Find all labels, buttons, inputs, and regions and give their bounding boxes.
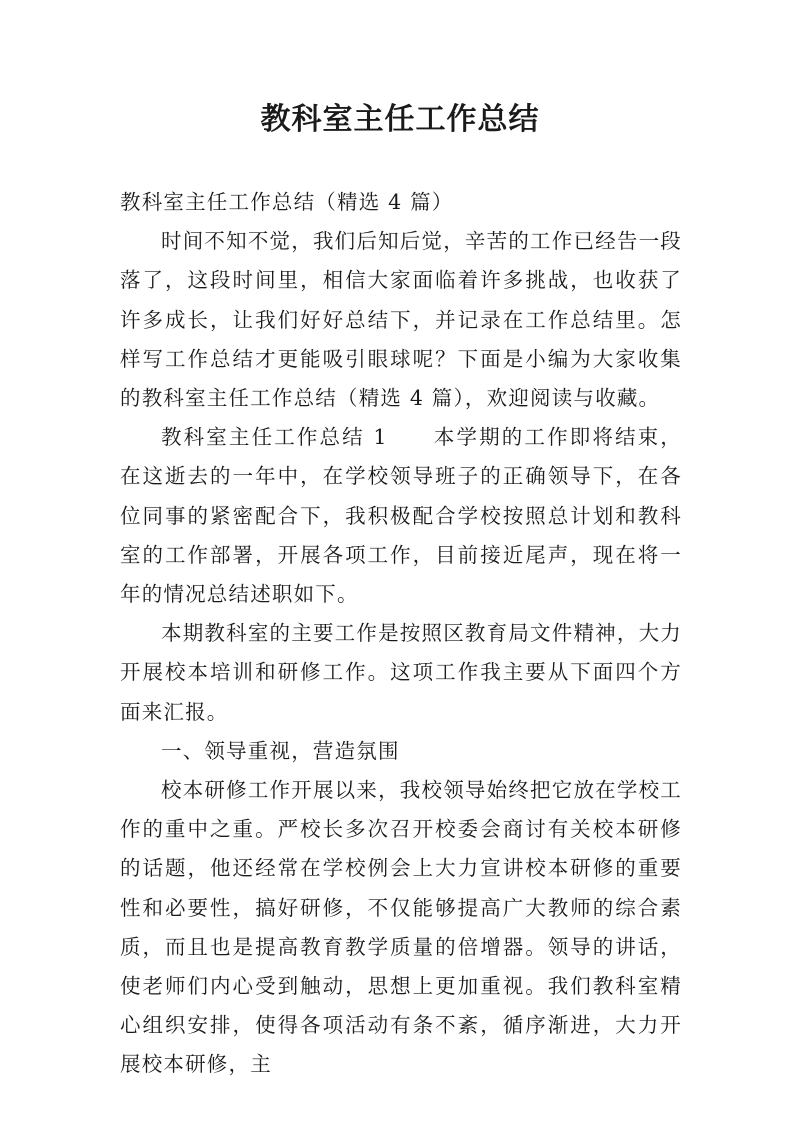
section-heading-leadership: 一、领导重视，营造氛围 <box>161 738 400 763</box>
document-body <box>120 183 682 1085</box>
main-work-paragraph: 本期教科室的主要工作是按照区教育局文件精神，大力开展校本培训和研修工作。这项工作我主要从下面四个方面来汇报。 <box>120 621 682 724</box>
subtitle-paragraph: 教科室主任工作总结（精选 4 篇） <box>120 190 454 214</box>
leadership-paragraph: 校本研修工作开展以来，我校领导始终把它放在学校工作的重中之重。严校长多次召开校委会商讨有关校本研修的话题，他还经常在学校例会上大力宣讲校本研修的重要性和必要性，搞好研修，不仅能够提高广大教师的综合素质，而且也是提高教育教学质量的倍增器。领导的讲话，使老师们内心受到触动，思想上更加重视。我们教科室精心组织安排，使得各项活动有条不紊，循序渐进，大力开展校本研修，主 <box>120 778 682 1077</box>
document-title: 教科室主任工作总结 <box>260 102 540 137</box>
section-1-opening-paragraph: 教科室主任工作总结 1 本学期的工作即将结束，在这逝去的一年中，在学校领导班子的正确领导下，在各位同事的紧密配合下，我积极配合学校按照总计划和教科室的工作部署，开展各项工作，目前接近尾声，现在将一年的情况总结述职如下。 <box>120 425 682 607</box>
intro-paragraph: 时间不知不觉，我们后知后觉，辛苦的工作已经告一段落了，这段时间里，相信大家面临着许多挑战，也收获了许多成长，让我们好好总结下，并记录在工作总结里。怎样写工作总结才更能吸引眼球呢？下面是小编为大家收集的教科室主任工作总结（精选 4 篇），欢迎阅读与收藏。 <box>120 229 682 411</box>
